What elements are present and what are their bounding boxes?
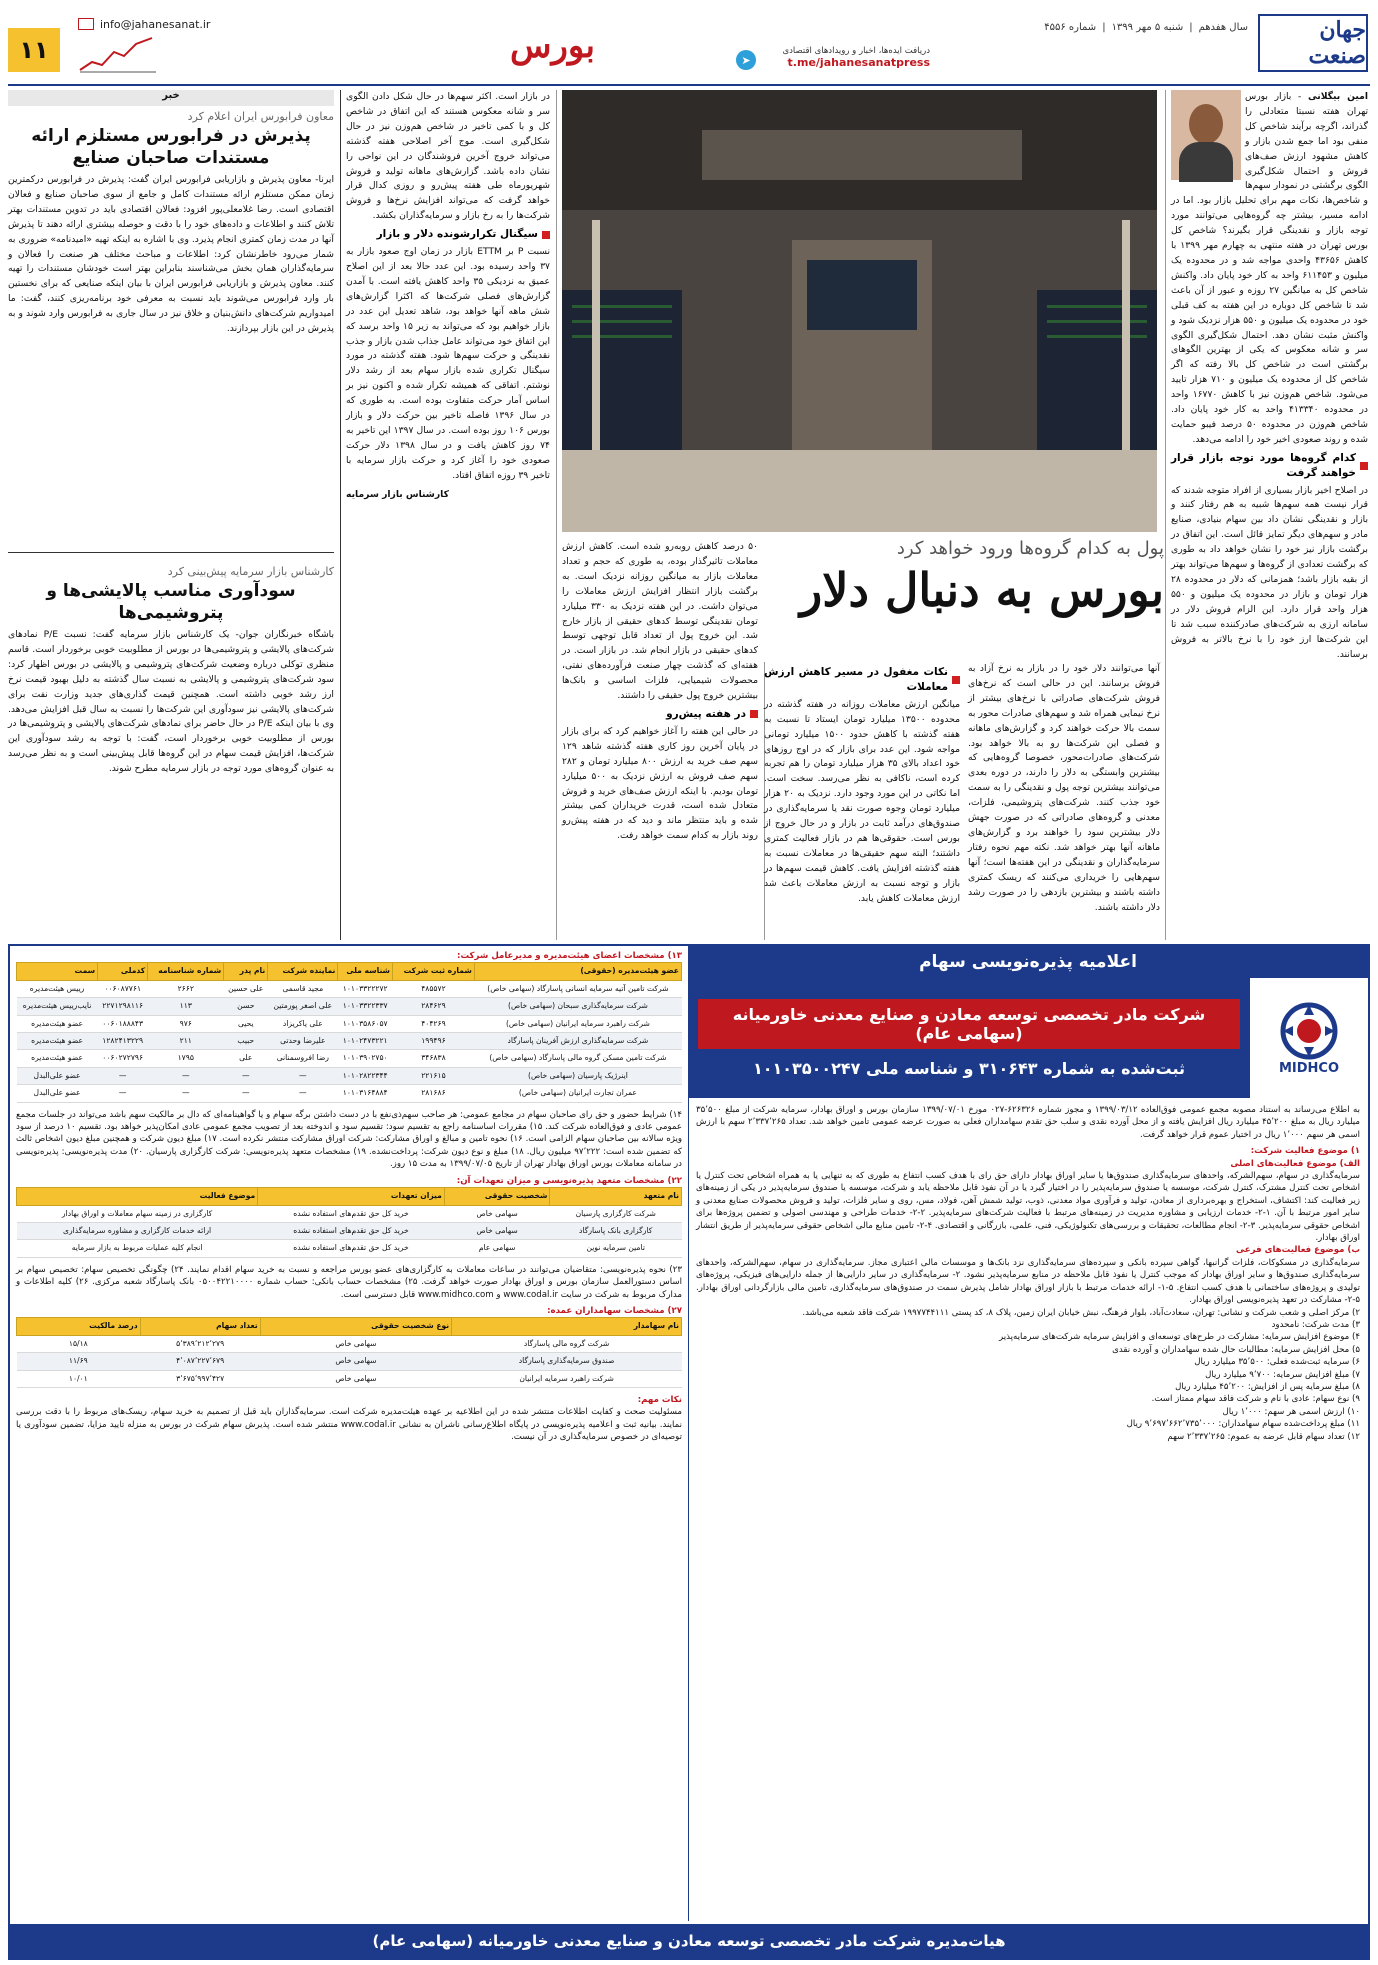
holders-title: ۲۷) مشخصات سهامداران عمده: bbox=[547, 1305, 682, 1316]
col5-author: کارشناس بازار سرمایه bbox=[346, 488, 449, 500]
table-cell: ۱۰۱۰۳۳۲۲۲۷۲ bbox=[338, 980, 393, 997]
right-text-2: ۲۳) نحوه پذیره‌نویسی: متقاضیان می‌توانند در ساعات معاملات به کارگزاری‌های عضو بورس مراجعه و نسبت به خرید سهام اقدام نمایند. ۲۴) چگونگی تخصیص سهام: تخصیص سهام بر اساس دستورالعمل سازمان بورس و اوراق بهادار صورت خواهد گرفت. ۲۵) مشخصات حساب بانکی: حساب شماره ۰۵۰۰۴۲۲۱۰۰۰۰ بانک پاسارگاد شعبه مرکزی. ۲۶) کلیه اطلاعات و مدارک مربوط به شرکت در سایت www.codal.ir و www.midhco.com قابل دسترسی است. bbox=[16, 1264, 683, 1300]
bullet-square-icon bbox=[1360, 462, 1368, 470]
sec6: ۶) سرمایه ثبت‌شده فعلی: ۳۵٬۵۰۰ میلیارد ریال bbox=[1194, 1357, 1360, 1368]
col4-text: ۵۰ درصد کاهش روبه‌رو شده است. کاهش ارزش معاملات تاثیرگذار بوده، به طوری که حجم و تعداد معاملات بازار به میانگین روزانه نزدیک است. به برگشت بازار انتظار افزایش ارزش معاملات را می‌توان داشت. در این هفته نزدیک به ۳۳۰ میلیارد تومان نقدینگی توسط کدهای حقیقی از بازار خارج شد. این خروج پول از تعداد قابل توجهی توسط کدهای حقیقی در بازار انجام شد. در بازار است. در هفته‌ای که گذشت چهار صنعت فرآورده‌های نفتی، محصولات شیمیایی، فلزات اساسی و بانک‌ها بیشترین خروج پول حقیقی را داشتند. bbox=[562, 541, 758, 702]
table-cell: ۱۰۱۰۳۵۸۶۰۵۷ bbox=[338, 1015, 393, 1032]
table-header-cell: سمت bbox=[17, 963, 98, 980]
masthead bbox=[0, 0, 1378, 84]
sec7: ۷) مبلغ افزایش سرمایه: ۹٬۷۰۰ میلیارد ریال bbox=[1205, 1369, 1360, 1380]
email-address[interactable]: info@jahanesanat.ir bbox=[100, 17, 211, 31]
issue-number: شماره ۴۵۵۶ bbox=[1044, 22, 1097, 33]
table-cell: شرکت راهبرد سرمایه ایرانیان (سهامی خاص) bbox=[474, 1015, 681, 1032]
col5-subhead: سیگنال تکرارشونده دلار و بازار bbox=[376, 228, 538, 241]
col4-text-2: در حالی این هفته را آغاز خواهیم کرد که برای بازار در پایان آخرین روز کاری هفته گذشته شاهد ۱۲۹ سهم صف خرید به ارزش ۸۰۰ میلیارد تومان و ۲۸۲ سهم صف فروش به ارزش نزدیک به ۵۰۰ میلیارد تومان بودیم. با اینکه ارزش صف‌های خرید و فروش متعادل شده است، قدرت خریداران کمی بیشتر شده و باید منتظر ماند و دید که در هفته پیش‌رو روند بازار به کدام سمت خواهد رفت. bbox=[562, 725, 758, 842]
sec1-text: سرمایه‌گذاری در سهام، سهم‌الشرکه، واحدهای سرمایه‌گذاری صندوق‌ها یا سایر اوراق بهادار دارای حق رای با هدف کسب انتفاع به طوری که به تنهایی یا به همراه اشخاص تحت کنترل یا اشخاص تحت کنترل مشترک، کنترل شرکت، موسسه یا صندوق سرمایه‌پذیر را در اختیار گیرد یا در آن نفوذ قابل ملاحظه یابد و شرکت، موسسه یا صندوق سرمایه‌پذیر در یکی از زمینه‌های زیر فعالیت کند: اکتشاف، استخراج و بهره‌برداری از معادن، تولید و فرآوری مواد معدنی، ذوب، تولید شمش آهن، فولاد، مس، روی و سایر فلزات، تولید و فروش محصولات صنایع معدنی و سایر امور مرتبط با آن. ۱-۲- خدمات ارزیابی و مشاوره مدیریت در زمینه‌های مرتبط با فعالیت شرکت‌های سرمایه‌پذیر. ۲-۲- خدمات طراحی و مهندسی اصولی و تضمین پروژه‌ها برای اشخاص حقوقی سرمایه‌پذیر. ۳-۲- انجام مطالعات، تحقیقات و بررسی‌های تکنولوژیکی، فنی، علمی، بازرگانی و اقتصادی. ۴-۲- تامین منابع مالی اشخاص حقوقی سرمایه‌پذیر از طریق انتشار اوراق بهادار. bbox=[696, 1171, 1360, 1244]
main-col-3 bbox=[764, 662, 960, 940]
col5-text: در بازار است. اکثر سهم‌ها در حال شکل دادن الگوی سر و شانه معکوس هستند که این اتفاق در شاخص کل و با کمی تاخیر در شاخص هم‌وزن نیز در حال شکل‌گیری است. موج آخر اصلاحی هفته گذشته می‌تواند خروج آخرین فروشندگان در این نواحی را نشان داده باشد. گزارش‌های ماهانه تولید و فروش شهریورماه طی هفته پیش‌رو و روزی کدال قرار خواهد گرفت که می‌تواند افزایش نرخ‌ها و فروش شرکت‌ها را به رخ بازار و سرمایه‌گذاران بکشد. bbox=[346, 91, 550, 222]
col-divider bbox=[556, 90, 557, 940]
table-cell: خرید کل حق تقدم‌های استفاده نشده bbox=[258, 1205, 445, 1222]
edition: سال هفدهم bbox=[1198, 22, 1248, 33]
table-header-cell: شخصیت حقوقی bbox=[444, 1188, 550, 1205]
story1-kicker: معاون فرابورس ایران اعلام کرد bbox=[187, 110, 334, 123]
section-title: بورس bbox=[510, 26, 595, 66]
table-cell: ۴۸۵۵۷۲ bbox=[393, 980, 475, 997]
table-cell: شرکت کارگزاری پارسیان bbox=[550, 1205, 682, 1222]
ad-title-bar bbox=[688, 946, 1368, 978]
table-header-cell: نوع شخصیت حقوقی bbox=[260, 1318, 451, 1335]
table-cell: صندوق سرمایه‌گذاری پاسارگاد bbox=[452, 1353, 682, 1370]
table-cell: شرکت سرمایه‌گذاری سبحان (سهامی خاص) bbox=[474, 998, 681, 1015]
table-cell: ۲۱۱ bbox=[148, 1033, 224, 1050]
table-cell: رضا افروسمنانی bbox=[268, 1050, 338, 1067]
sec1b-text: سرمایه‌گذاری در مسکوکات، فلزات گرانبها، گواهی سپرده بانکی و سپرده‌های سرمایه‌گذاری نزد بانک‌ها و موسسات مالی اعتباری مجاز. سرمایه‌گذاری در سهام، سهم‌الشرکه، واحدهای سرمایه‌گذاری صندوق‌ها و سایر اوراق بهادار که موجب کنترل یا نفوذ قابل ملاحظه در منابع سرمایه‌پذیر نشود. ۲- سرمایه‌گذاری در سایر دارایی‌ها از جمله دارایی‌های فیزیکی، پروژه‌های تولیدی و پروژه‌های ساختمانی با هدف کسب انتفاع. ۵-۱- ارائه خدمات مرتبط با بازار اوراق بهادار شامل پذیرش سمت در صندوق‌های سرمایه‌گذاری، تامین مالی بازارگردانی اوراق بهادار. ۵-۲- مشارکت در تعهد پذیره‌نویسی اوراق بهادار. bbox=[696, 1257, 1360, 1306]
table-cell: — bbox=[98, 1067, 148, 1084]
table-cell: — bbox=[98, 1085, 148, 1102]
story2-body: باشگاه خبرنگاران جوان- یک کارشناس بازار سرمایه گفت: نسبت P/E نمادهای شرکت‌های پالایشی و پتروشیمی‌ها در بورس از مطلوبیت خوبی برخوردار است. قاسم منظری توکلی درباره وضعیت شرکت‌های پتروشیمی و پالایشی در بورس اظهار کرد: سود شرکت‌های پتروشیمی و پالایشی به نسبت سال گذشته به دلیل بهبود قیمت نرخ ارز رشد خوبی داشته است. همچنین قیمت گذاری‌های جدید وزارت نفت برای شرکت‌های پالایشی نیز سودآوری این شرکت‌ها را نسبت به سال قبل افزایش می‌دهد. وی با بیان اینکه P/E در حال حاضر برای نمادهای شرکت‌های پالایشی و پتروشیمی‌ها در بورس از مطلوبیت خوبی برخوردار است، گفت: با توجه به رشد سودآوری این شرکت‌ها، افزایش قیمت سهام در این گروه‌ها قابل پیش‌بینی است و به نظر می‌رسد به عنوان گروه‌های مورد توجه در بازار سرمایه مطرح شوند. bbox=[8, 629, 335, 775]
col5-text-2: نسبت P بر ETTM بازار در زمان اوج صعود بازار به ۳۷ واحد رسیده بود. این عدد حالا بعد از این اصلاح عمیق به نزدیکی ۳۵ واحد کاهش یافته است. با آمدن گزارش‌های فصلی شرکت‌ها که اکثرا گزارش‌های شش ماهه آنها خواهد بود، شاهد تعدیل این عدد در بازار خواهیم بود که می‌تواند به زیر ۱۵ واحد برسد که این اتفاق خود می‌تواند عامل جذاب شدن بازار و جذب نقدینگی و حرکت سهم‌ها شود. هفته گذشته در مورد سیگنال تکراری شده بازار سهام بعد از رشد دلار نوشتم. اتفاقی که همیشه تکرار شده و اکنون نیز بر اساس آمار حرکت متفاوت بوده است. به طوری که در سال ۱۳۹۶ فاصله تاخیر بین حرکت دلار و بازار بورس ۱۰۶ روز بوده است. در سال ۱۳۹۷ این تاخیر به ۷۴ روز کاهش یافت و در سال ۱۳۹۸ دلار حرکت صعودی خود را آغاز کرد و حرکت بازار سرمایه با تاخیر ۳۹ روزه اتفاق افتاد. bbox=[346, 246, 551, 481]
table-cell: ۲۸۱۶۸۶ bbox=[393, 1085, 475, 1102]
company-registration: ثبت‌شده به شماره ۳۱۰۶۴۳ و شناسه ملی ۱۰۱۰۳۵۰۰۲۴۷ bbox=[752, 1058, 1186, 1078]
table-cell: ۹۷۶ bbox=[148, 1015, 224, 1032]
board-row bbox=[17, 980, 682, 997]
ad-banner bbox=[688, 978, 1368, 1098]
col3-text: میانگین ارزش معاملات روزانه در هفته گذشته در محدوده ۱۳۵۰۰ میلیارد تومان ایستاد تا نسبت به هفته گذشته با کاهش حدود ۱۵۰۰ میلیارد تومانی مواجه شود. این عدد برای بازار که در اوج روزهای خود اعداد بالای ۳۵ هزار میلیارد تومان را هم تجربه کرده است، ناکافی به نظر می‌رسد. سخت است. اما نکاتی در این مورد وجود دارد. نزدیک به ۲۰ هزار میلیارد تومان وجوه صورت نقد یا سرمایه‌گذاری در صندوق‌های درآمد ثابت در بازار و در حال خروج از بورس است. حقوقی‌ها هم در بازار فعالیت کمتری داشتند؛ البته سهم حقیقی‌ها در معاملات نسبت به هفته گذشته افزایش یافت. کاهش قیمت سهم‌ها در بازار و توجه نسبت به ارزش معاملات باعث شد ارزش معاملات کاهش یابد. bbox=[764, 698, 961, 904]
issue-date: شنبه ۵ مهر ۱۳۹۹ bbox=[1111, 22, 1184, 33]
company-name-box bbox=[698, 999, 1240, 1049]
table-header-cell: نام سهامدار bbox=[452, 1318, 682, 1335]
ad-divider bbox=[688, 946, 689, 1921]
holder-row bbox=[17, 1335, 682, 1352]
board-row bbox=[17, 1050, 682, 1067]
board-table bbox=[16, 962, 682, 1102]
sec1-title: ۱) موضوع فعالیت شرکت: bbox=[1250, 1146, 1360, 1157]
sec3: ۳) مدت شرکت: نامحدود bbox=[1271, 1319, 1360, 1330]
table-cell: عضو هیئت‌مدیره bbox=[17, 1050, 98, 1067]
main-col-2 bbox=[968, 662, 1160, 940]
col3-subhead: نکات مغفول در مسیر کاهش ارزش معاملات bbox=[764, 666, 948, 693]
table-cell: ۱۲۸۲۴۱۳۲۲۹ bbox=[98, 1033, 148, 1050]
table-cell: شرکت تامین آتیه سرمایه انسانی پاسارگاد (سهامی خاص) bbox=[474, 980, 681, 997]
table-cell: — bbox=[224, 1085, 268, 1102]
midhco-logo-text: MIDHCO bbox=[1278, 1060, 1340, 1076]
table-cell: رییس هیئت‌مدیره bbox=[17, 980, 98, 997]
table-cell: — bbox=[224, 1067, 268, 1084]
email-block[interactable] bbox=[78, 14, 288, 34]
telegram-icon: ➤ bbox=[736, 50, 756, 70]
sec11: ۱۱) مبلغ پرداخت‌شده سهام سهامداران: ۹٬۶۹۷٬۶۶۲٬۷۳۵٬۰۰۰ ریال bbox=[1126, 1419, 1360, 1430]
table-cell: شرکت راهبرد سرمایه ایرانیان bbox=[452, 1370, 682, 1387]
table-cell: علی اصغر پورمتین bbox=[268, 998, 338, 1015]
story2-kicker: کارشناس بازار سرمایه پیش‌بینی کرد bbox=[167, 565, 334, 578]
trading-floor-illustration bbox=[562, 90, 1157, 532]
stock-chart-icon bbox=[78, 34, 158, 74]
sec2: ۲) مرکز اصلی و شعب شرکت و نشانی: تهران، سعادت‌آباد، بلوار فرهنگ، نبش خیابان ایران زمین، پلاک ۸، کد پستی ۱۹۹۷۷۴۴۱۱۱ شرکت فاقد شعبه می‌باشد. bbox=[802, 1307, 1360, 1318]
sec8: ۸) مبلغ سرمایه پس از افزایش: ۴۵٬۲۰۰ میلیارد ریال bbox=[1175, 1381, 1360, 1392]
table-cell: — bbox=[148, 1067, 224, 1084]
col1-rest: در اصلاح اخیر بازار بسیاری از افراد متوجه شدند که قرار نیست همه سهم‌ها شبیه به هم رفتار کنند و بازار و نقدینگی نشان داد بین سهام بنیادی، صنایع مادر و سهم‌های دیگر تمایز قائل است. این اتفاق در برگشت بازار نیز خود را نشان خواهد داد به طوری که برگشت تعدادی از گروه‌ها و سهم‌ها می‌تواند بهتر از بقیه بازار باشد؛ همزمانی که دلار در محدوده ۲۸ هزار تومان و بازار در محدوده یک میلیون و ۵۵۰ هزار واحد قرار دارد. این الزام فروش دلار در سامانه ارزی به شرکت‌های صادرکننده سبب شد تا این شرکت‌ها ارز خود را با نرخ بالاتر به فروش برسانند. bbox=[1171, 484, 1368, 660]
sec12: ۱۲) تعداد سهام قابل عرضه به عموم: ۲٬۳۳۷٬۲۶۵ سهم bbox=[1167, 1431, 1360, 1442]
sec1-sub: الف) موضوع فعالیت‌های اصلی bbox=[1230, 1158, 1360, 1169]
underwriter-table bbox=[16, 1187, 682, 1258]
sec1b-sub: ب) موضوع فعالیت‌های فرعی bbox=[1236, 1245, 1360, 1256]
table-cell: عضو هیئت‌مدیره bbox=[17, 1015, 98, 1032]
table-cell: ۲۸۴۶۲۹ bbox=[393, 998, 475, 1015]
headline: بورس به دنبال دلار bbox=[800, 563, 1164, 617]
table-cell: عضو علی‌البدل bbox=[17, 1067, 98, 1084]
underwriter-title: ۲۲) مشخصات متعهد پذیره‌نویسی و میزان تعهدات آن: bbox=[456, 1175, 682, 1186]
notes-text: مسئولیت صحت و کفایت اطلاعات منتشر شده در این اطلاعیه بر عهده هیئت‌مدیره شرکت است. سرمایه‌گذاران باید قبل از تصمیم به خرید سهام، ریسک‌های مربوط را با دقت بررسی نمایند. بیانیه ثبت و اعلامیه پذیره‌نویسی در پایگاه اطلاع‌رسانی ناشران به نشانی www.codal.ir منتشر شده است. پذیرش سهام شرکت در بورس به منزله تایید مزایا، تضمین سودآوری یا توصیه‌ای در خصوص سرمایه‌گذاری در آن نیست. bbox=[16, 1407, 682, 1443]
table-cell: ۰۰۶۰۸۷۷۶۱ bbox=[98, 980, 148, 997]
company-banner bbox=[688, 978, 1250, 1098]
bullet-square-icon bbox=[750, 710, 758, 718]
bullet-square-icon bbox=[542, 231, 550, 239]
table-cell: شرکت سرمایه‌گذاری ارزش آفرینان پاسارگاد bbox=[474, 1033, 681, 1050]
author-photo bbox=[1171, 90, 1241, 180]
board-row bbox=[17, 998, 682, 1015]
table-cell: ۲۶۶۲ bbox=[148, 980, 224, 997]
table-cell: علی bbox=[224, 1050, 268, 1067]
table-cell: ۱۱/۶۹ bbox=[17, 1353, 141, 1370]
kicker: پول به کدام گروه‌ها ورود خواهد کرد bbox=[896, 538, 1164, 559]
main-col-5 bbox=[346, 90, 550, 940]
table-cell: خرید کل حق تقدم‌های استفاده نشده bbox=[258, 1240, 445, 1257]
side-news bbox=[8, 90, 334, 940]
author-name: امین بیگلانی bbox=[1307, 91, 1368, 102]
sec10: ۱۰) ارزش اسمی هر سهم: ۱٬۰۰۰ ریال bbox=[1222, 1406, 1360, 1417]
table-header-cell: شناسه ملی bbox=[338, 963, 393, 980]
page-number-box bbox=[8, 28, 60, 72]
main-col-4 bbox=[562, 540, 758, 940]
newspaper-logo: جهان صنعت bbox=[1308, 17, 1366, 69]
story1-headline: پذیرش در فرابورس مستلزم ارائه مستندات صاحبان صنایع bbox=[31, 126, 311, 168]
holder-row bbox=[17, 1370, 682, 1387]
table-cell: ۲۲۷۱۲۹۸۱۱۶ bbox=[98, 998, 148, 1015]
col1-lead: بازار بورس تهران هفته نسبتا متعادلی را گذراند، اگرچه برآیند شاخص کل منفی بود اما جمع شدن بازار و کاهش مشهود ارزش صف‌های فروش و احتمال شکل‌گیری الگوی برگشتی در نمودار سهم‌ها و شاخص‌ها، نکات مهم برای تحلیل بازار بود. اما در ادامه مسیر، بیشتر چه گروه‌هایی می‌توانند مورد توجه بازار و نقدینگی قرار بگیرند؟ شاخص کل بورس تهران در هفته منتهی به چهارم مهر ۱۳۹۹ با کاهش ۴۳۶۵۶ واحدی مواجه شد و در محدوده یک میلیون و ۶۱۱۴۵۳ واحد به کار خود پایان داد. واکنش شاخص کل به میانگین ۲۷ روزه و عبور از آن باعث شد تا شاخص کل دوباره در این هفته به کف قبلی خود در محدوده یک میلیون و ۵۵۰ هزار نزدیک شود و واکنش مثبت نشان دهد. احتمال شکل‌گیری الگوی سر و شانه معکوس که یکی از بهترین الگوهای برگشتی است در شاخص کل بالا رفته که اگر شاخص کل از محدوده یک میلیون و ۷۱۰ هزار تایید می‌شود. شاخص هم‌وزن نیز با کاهش ۱۶۷۷۰ واحد در محدوده ۴۱۳۳۴۰ واحد به کار خود پایان داد. شاخص هم‌وزن در محدوده ۵۰ درصد فیبو حمایت شده و روند صعودی اخیر خود را ادامه می‌دهد. bbox=[1171, 91, 1369, 445]
table-cell: — bbox=[268, 1085, 338, 1102]
table-cell: — bbox=[148, 1085, 224, 1102]
table-cell: ۱۰/۰۱ bbox=[17, 1370, 141, 1387]
headline-block bbox=[764, 538, 1164, 658]
edition-info: سال هفدهم | شنبه ۵ مهر ۱۳۹۹ | شماره ۴۵۵۶ bbox=[1044, 22, 1248, 33]
table-header-cell: تعداد سهام bbox=[140, 1318, 260, 1335]
ad-left-half bbox=[16, 950, 682, 1920]
table-header-cell: درصد مالکیت bbox=[17, 1318, 141, 1335]
bullet-square-icon bbox=[952, 676, 960, 684]
table-header-cell: شماره ثبت شرکت bbox=[393, 963, 475, 980]
table-cell: ارائه خدمات کارگزاری و مشاوره سرمایه‌گذاری bbox=[17, 1222, 258, 1239]
telegram-text: دریافت ایده‌ها، اخبار و رویدادهای اقتصادی bbox=[782, 46, 930, 56]
col-divider bbox=[1165, 90, 1166, 940]
table-cell: خرید کل حق تقدم‌های استفاده نشده bbox=[258, 1222, 445, 1239]
table-cell: سهامی خاص bbox=[444, 1205, 550, 1222]
ad-intro: به اطلاع می‌رساند به استناد مصوبه مجمع عمومی فوق‌العاده ۱۳۹۹/۰۳/۱۲ و مجوز شماره ۶۲۶۳۲۶-۰۲۷ مورخ ۱۳۹۹/۰۷/۰۱ سازمان بورس و اوراق بهادار، سرمایه شرکت از مبلغ ۳۵٬۵۰۰ میلیارد ریال به مبلغ ۴۵٬۲۰۰ میلیارد ریال افزایش یافته و از محل آورده نقدی و سلب حق تقدم سهامداران فعلی به صورت عرضه عمومی تامین خواهد شد. تعداد ۲٬۳۳۷٬۲۶۵ سهم با ارزش اسمی هر سهم ۱٬۰۰۰ ریال در اختیار عموم قرار خواهد گرفت. bbox=[696, 1105, 1360, 1140]
table-cell: ۳۴۶۸۳۸ bbox=[393, 1050, 475, 1067]
holders-table bbox=[16, 1317, 682, 1388]
table-cell: سهامی خاص bbox=[260, 1353, 451, 1370]
table-cell: ۱۰۱۰۲۸۲۲۳۴۴ bbox=[338, 1067, 393, 1084]
board-row bbox=[17, 1033, 682, 1050]
ad-right-half bbox=[688, 946, 1368, 1958]
board-row bbox=[17, 1015, 682, 1032]
table-cell: شرکت گروه مالی پاسارگاد bbox=[452, 1335, 682, 1352]
table-cell: ۱۰۱۰۳۱۶۴۸۸۴ bbox=[338, 1085, 393, 1102]
board-row bbox=[17, 1067, 682, 1084]
table-cell: حسن bbox=[224, 998, 268, 1015]
table-cell: ۲۲۱۶۱۵ bbox=[393, 1067, 475, 1084]
side-news-label: خبر bbox=[162, 90, 180, 101]
table-cell: عضو علی‌البدل bbox=[17, 1085, 98, 1102]
table-cell: سهامی عام bbox=[444, 1240, 550, 1257]
underwriter-row bbox=[17, 1222, 682, 1239]
table-cell: ۱۹۹۴۹۶ bbox=[393, 1033, 475, 1050]
table-header-cell: نام پدر bbox=[224, 963, 268, 980]
table-header-cell: میزان تعهدات bbox=[258, 1188, 445, 1205]
table-cell: ۰۰۶۰۲۷۲۷۹۶ bbox=[98, 1050, 148, 1067]
table-cell: سهامی خاص bbox=[260, 1370, 451, 1387]
masthead-rule bbox=[8, 84, 1370, 86]
table-cell: ۳٬۶۷۵٬۹۹۷٬۴۲۷ bbox=[140, 1370, 260, 1387]
table-cell: ۴٬۰۸۷٬۲۲۷٬۶۷۹ bbox=[140, 1353, 260, 1370]
underwriter-row bbox=[17, 1205, 682, 1222]
sec5: ۵) محل افزایش سرمایه: مطالبات حال شده سهامداران و آورده نقدی bbox=[1112, 1344, 1360, 1355]
table-cell: مجید قاسمی bbox=[268, 980, 338, 997]
col2-text: آنها می‌توانند دلار خود را در بازار به نرخ آزاد به فروش برسانند. این در حالی است که نرخ‌های فروش شرکت‌های صادراتی با نرخ‌های بیشتر از نرخ نیمایی همراه شد و سهم‌های صادرات محور به سمت بالا حرکت خواهند کرد و گزارش‌های ماهانه و فصلی این شرکت‌ها رو به بالا خواهد بود. شرکت‌های صادرات‌محور، خصوصا گروه‌هایی که بیشترین وابستگی به دلار را دارند، در دوره بعدی می‌توانند بیشترین توجه پول و نقدینگی را به سمت خود جذب کنند. شرکت‌های پتروشیمی، فلزات، معدنی و گروه‌های صادراتی که در صورت جهش دلار بیشترین سود را خواهند برد و گزارش‌های ماهانه آنها بهتر خواهد شد. نکته مهم نحوه رفتار سرمایه‌گذاران و نقدینگی در این هفته‌ها است؛ آنها سهم‌هایی را خریداری می‌کنند که ریسک کمتری داشته باشند و بیشترین بازدهی را در صورت رشد دلار داشته باشند. bbox=[968, 663, 1160, 913]
company-name: شرکت مادر تخصصی توسعه معادن و صنایع معدنی خاورمیانه (سهامی عام) bbox=[732, 1004, 1206, 1043]
table-cell: ۱۱۳ bbox=[148, 998, 224, 1015]
table-cell: حبیب bbox=[224, 1033, 268, 1050]
stock-exchange-photo bbox=[562, 90, 1157, 532]
right-text: ۱۴) شرایط حضور و حق رای صاحبان سهام در مجامع عمومی: هر صاحب سهم‌ذی‌نفع با در دست داشتن برگه سهام و یا گواهینامه‌ای که دال بر مالکیت سهم باشد می‌تواند در جلسات مجمع عمومی عادی و فوق‌العاده شرکت کند. ۱۵) مقررات اساسنامه راجع به تقسیم سود: تقسیم سود و اندوخته بعد از تصویب مجمع عمومی عادی امکان‌پذیر خواهد بود. تقسیم ۱۰ درصد از سود ویژه سالانه بین صاحبان سهام الزامی است. ۱۶) نحوه تامین و مبالغ و اوراق مشارکت: شرکت اوراق مشارکت منتشر نکرده است. ۱۷) مبلغ دیون شرکت و همچنین مبلغ دیون اشخاص ثالث که تضمین شده است: ۹۷٬۲۲۲ میلیون ریال. ۱۸) مبلغ و نوع دیون شرکت: پرداخت‌نشده. ۱۹) مشخصات متعهد پذیره‌نویسی: شرکت کارگزاری پارسیان. ۲۰) مدت پذیره‌نویسی: پذیره‌نویسی در سامانه معاملات بورس اوراق بهادار تهران از تاریخ ۱۳۹۹/۰۷/۰۵ به مدت ۱۵ روز. bbox=[16, 1109, 683, 1170]
table-cell: علی یاکریزاد bbox=[268, 1015, 338, 1032]
ad-right-body bbox=[688, 1098, 1368, 1950]
underwriter-row bbox=[17, 1240, 682, 1257]
table-cell: عمران تجارت ایرانیان (سهامی خاص) bbox=[474, 1085, 681, 1102]
midhco-logo-icon bbox=[1274, 1001, 1344, 1061]
ipo-advertisement bbox=[8, 944, 1370, 1960]
table-cell: عضو هیئت‌مدیره bbox=[17, 1033, 98, 1050]
table-header-cell: کدملی bbox=[98, 963, 148, 980]
table-cell: سهامی خاص bbox=[444, 1222, 550, 1239]
table-cell: سهامی خاص bbox=[260, 1335, 451, 1352]
table-cell: ۵٬۳۸۹٬۲۱۲٬۲۷۹ bbox=[140, 1335, 260, 1352]
table-cell: — bbox=[268, 1067, 338, 1084]
logo-box bbox=[1258, 14, 1368, 72]
table-cell: نایب‌رییس هیئت‌مدیره bbox=[17, 998, 98, 1015]
table-header-cell: نماینده شرکت bbox=[268, 963, 338, 980]
board-title: ۱۳) مشخصات اعضای هیئت‌مدیره و مدیرعامل شرکت: bbox=[457, 951, 682, 961]
table-header-cell: موضوع فعالیت bbox=[17, 1188, 258, 1205]
telegram-link[interactable]: t.me/jahanesanatpress bbox=[787, 56, 930, 69]
table-cell: کارگزاری در زمینه سهام معاملات و اوراق بهادار bbox=[17, 1205, 258, 1222]
table-cell: ۱۰۱۰۳۹۰۲۷۵۰ bbox=[338, 1050, 393, 1067]
side-news-label-bar bbox=[8, 90, 334, 106]
table-header-cell: نام متعهد bbox=[550, 1188, 682, 1205]
table-cell: ۱۰۱۰۲۴۷۳۲۲۱ bbox=[338, 1033, 393, 1050]
ad-footer-text: هیات‌مدیره شرکت مادر تخصصی توسعه معادن و صنایع معدنی خاورمیانه (سهامی عام) bbox=[372, 1932, 1006, 1950]
sec4: ۴) موضوع افزایش سرمایه: مشارکت در طرح‌های توسعه‌ای و افزایش سرمایه شرکت‌های سرمایه‌پذیر bbox=[999, 1332, 1360, 1343]
col4-subhead: در هفته پیش‌رو bbox=[666, 707, 746, 720]
table-cell: انجام کلیه عملیات مربوط به بازار سرمایه bbox=[17, 1240, 258, 1257]
table-cell: ۴۰۴۲۶۹ bbox=[393, 1015, 475, 1032]
table-cell: علی حسین bbox=[224, 980, 268, 997]
table-cell: علیرضا وحدتی bbox=[268, 1033, 338, 1050]
table-cell: اینرژیک پارسیان (سهامی خاص) bbox=[474, 1067, 681, 1084]
story2-headline: سودآوری مناسب پالایشی‌ها و پتروشیمی‌ها bbox=[46, 581, 296, 623]
ad-footer bbox=[10, 1924, 1368, 1958]
table-cell: شرکت تامین مسکن گروه مالی پاسارگاد (سهامی خاص) bbox=[474, 1050, 681, 1067]
story1-body: ایرنا- معاون پذیرش و بازاریابی فرابورس ایران گفت: پذیرش در فرابورس درکمترین زمان ممکن مستلزم ارائه مستندات کامل و جامع از سوی صاحبان صنایع و فعالان اقتصادی است. رضا غلامعلی‌پور افزود: فعالان اقتصادی باید در تدوین مستندات بهتر تلاش کنند و اطلاعات و داده‌های خود را با دقت و حوصله بیشتری ارائه دهند تا پذیرش آنها در مدت زمان کمتری انجام پذیرد. وی با اشاره به اینکه تهیه «امیدنامه» ضروری به شمار می‌رود خاطرنشان کرد: اطلاعات و مباحث مختلف هر صنعت را فعالان و سرمایه‌گذاران همان بخش می‌شناسند بنابراین بهتر است خودشان مستندات را تهیه کنند. معاون پذیرش و بازاریابی فرابورس ایران با بیان اینکه صنایعی که برای نخستین بار وارد فرابورس می‌شوند باید نسبت به معرفی خود برنامه‌ریزی کنند، گفت: ما امیدواریم شرکت‌های دانش‌بنیان و خلاق نیز در سال جاری به فرابورس وارد شوند و به پذیرش در این بازار بپردازند. bbox=[8, 174, 334, 335]
notes-title: نکات مهم: bbox=[637, 1394, 682, 1405]
midhco-logo-box bbox=[1250, 978, 1368, 1098]
mail-icon bbox=[78, 18, 94, 30]
table-header-cell: عضو هیئت‌مدیره (حقوقی) bbox=[474, 963, 681, 980]
holder-row bbox=[17, 1353, 682, 1370]
table-cell: ۰۰۶۰۱۸۸۸۴۳ bbox=[98, 1015, 148, 1032]
sec9: ۹) نوع سهام: عادی با نام و شرکت فاقد سهام ممتاز است. bbox=[1151, 1394, 1360, 1405]
table-cell: ۱۵/۱۸ bbox=[17, 1335, 141, 1352]
board-row bbox=[17, 1085, 682, 1102]
main-col-1: امین بیگلانی - بازار بورس تهران هفته نسبتا متعادلی را گذراند، اگرچه برآیند شاخص کل منفی بود اما جمع شدن بازار و کاهش مشهود ارزش صف‌های فروش و احتمال شکل‌گیری الگوی برگشتی در نمودار سهم‌ها و شاخص‌ها، نکات مهم برای تحلیل بازار بود. اما در ادامه مسیر، بیشتر چه گروه‌هایی می‌توانند مورد توجه بازار و نقدینگی قرار بگیرند؟ شاخص کل بورس تهران در هفته منتهی به چهارم مهر ۱۳۹۹ با کاهش ۴۳۶۵۶ واحدی مواجه شد و در محدوده یک میلیون و ۶۱۱۴۵۳ واحد به کار خود پایان داد. واکنش شاخص کل به میانگین ۲۷ روزه و عبور از آن باعث شد تا شاخص کل دوباره در این هفته به کف قبلی خود در محدوده یک میلیون و ۵۵۰ هزار نزدیک شود و واکنش مثبت نشان دهد. احتمال شکل‌گیری الگوی سر و شانه معکوس که یکی از بهترین الگوهای برگشتی است در شاخص کل بالا رفته که اگر شاخص کل از محدوده یک میلیون و ۷۱۰ هزار تایید می‌شود. شاخص هم‌وزن نیز با کاهش ۱۶۷۷۰ واحد در محدوده ۴۱۳۳۴۰ واحد به کار خود پایان داد. شاخص هم‌وزن در محدوده ۵۰ درصد فیبو حمایت شده و روند صعودی اخیر خود را ادامه می‌دهد. کدام گروه‌ها مورد توجه بازار قرار خواهند گرفت در اصلاح اخیر بازار بسیاری از افراد متوجه شدند که قرار نیست همه سهم‌ها شبیه به هم رفتار کنند و بازار و نقدینگی نشان داد بین سهام بنیادی، صنایع مادر و سهم‌های دیگر تمایز قائل است. این اتفاق در برگشت بازار نیز خود را نشان خواهد داد به طوری که برگشت تعدادی از گروه‌ها و سهم‌ها می‌تواند بهتر از بقیه بازار باشد؛ همزمانی که دلار در محدوده ۲۸ هزار تومان و بازار در محدوده یک میلیون و ۵۵۰ هزار واحد قرار دارد. این الزام فروش دلار در سامانه ارزی به شرکت‌های صادرکننده سبب شد تا این شرکت‌ها ارز خود را با نرخ بالاتر به فروش برسانند. bbox=[1171, 91, 1369, 660]
table-cell: ۱۷۹۵ bbox=[148, 1050, 224, 1067]
table-cell: یحیی bbox=[224, 1015, 268, 1032]
col1-subhead: کدام گروه‌ها مورد توجه بازار قرار خواهند گرفت bbox=[1171, 451, 1356, 479]
ad-title: اعلامیه پذیره‌نویسی سهام bbox=[919, 952, 1137, 972]
table-cell: تامین سرمایه نوین bbox=[550, 1240, 682, 1257]
table-header-cell: شماره شناسنامه bbox=[148, 963, 224, 980]
page-number: ۱۱ bbox=[19, 36, 49, 64]
table-cell: کارگزاری بانک پاسارگاد bbox=[550, 1222, 682, 1239]
telegram-block[interactable] bbox=[741, 46, 930, 76]
table-cell: ۱۰۱۰۳۳۲۲۳۳۷ bbox=[338, 998, 393, 1015]
col-divider bbox=[340, 90, 341, 940]
